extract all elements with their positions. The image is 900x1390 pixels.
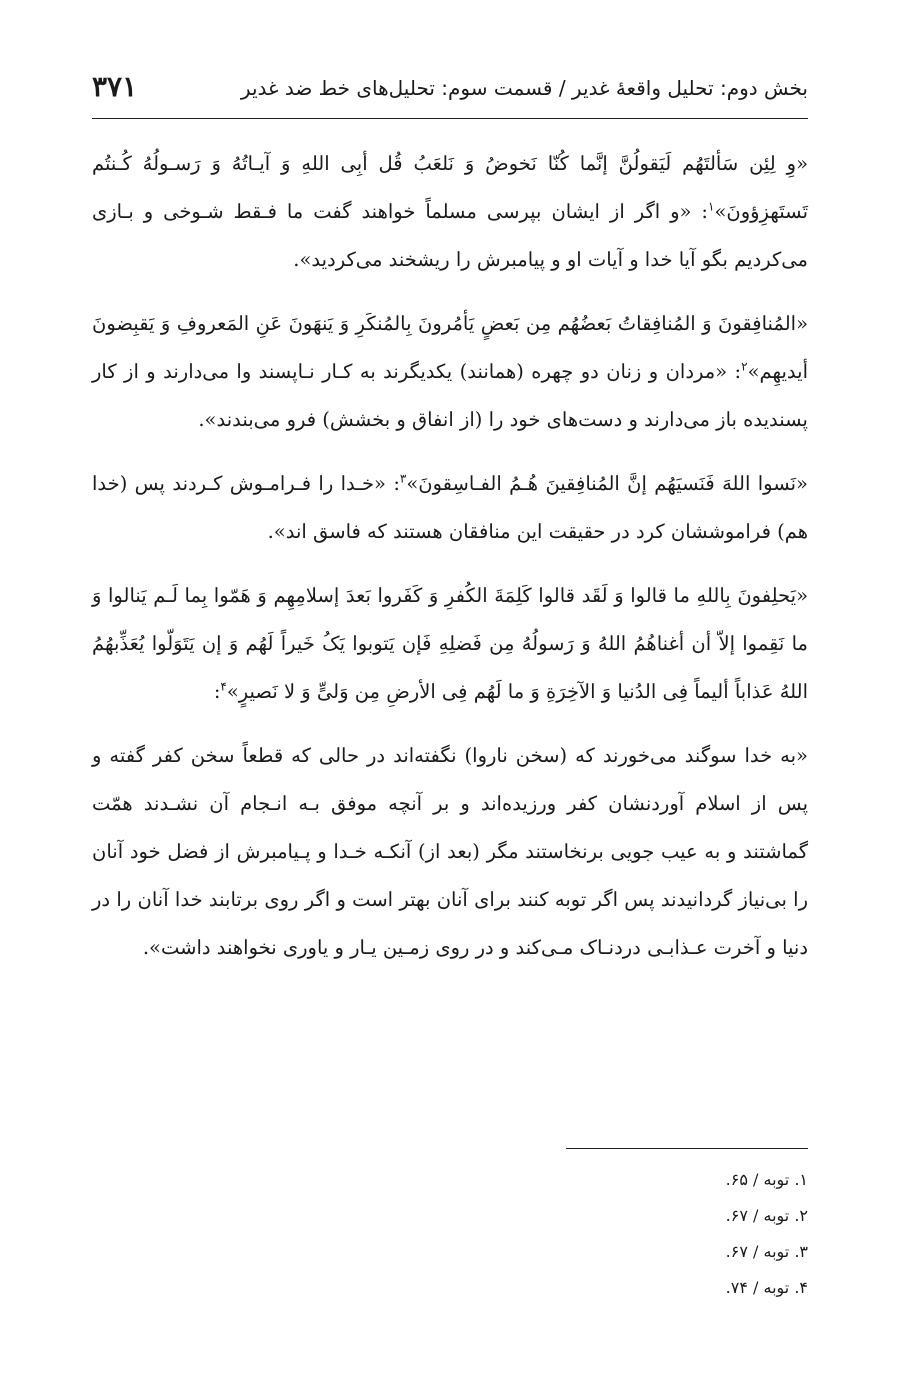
- paragraph-5: [92, 732, 808, 972]
- footnote-4: ۴. توبه / ۷۴.: [725, 1278, 808, 1297]
- quran-verse-4: «یَحلِفونَ بِاللهِ ما قالوا وَ لَقَد قالوا کَلِمَةَ الکُفرِ وَ کَفَروا بَعدَ إسلامِهِم وَ هَمّوا بِما لَـم یَنالوا وَ ما نَقِموا إلاّ أن أغناهُمُ اللهُ وَ رَسولُهُ مِن فَضلِهِ فَإن یَتوبوا یَکُ خَیراً لَهُم وَ إن یَتَوَلّوا یُعَذِّبهُمُ اللهُ عَذاباً ألیماً فِی الدُنیا وَ الآخِرَةِ وَ ما لَهُم فِی الأرضِ مِن وَلیٍّ وَ لا نَصیرٍ»: [92, 584, 808, 703]
- footnote-3: ۳. توبه / ۶۷.: [725, 1242, 808, 1261]
- paragraph-3: [92, 460, 808, 556]
- footnote-ref-2: ۲: [741, 359, 748, 374]
- main-text: [92, 140, 808, 988]
- quran-verse-2: «المُنافِقونَ وَ المُنافِقاتُ بَعضُهُم مِن بَعضٍ یَأمُرونَ بِالمُنکَرِ وَ یَنهَونَ عَنِ المَعروفِ وَ یَقبِضونَ أیدیهِم»: [92, 312, 808, 383]
- footnote-rule: [566, 1148, 808, 1149]
- quran-verse-3: «نَسوا اللهَ فَنَسیَهُم إنَّ المُنافِقینَ هُـمُ الفـاسِقونَ»: [406, 472, 808, 495]
- running-header: [92, 70, 808, 110]
- footnote-2: ۲. توبه / ۶۷.: [725, 1206, 808, 1225]
- translation-2: : «مردان و زنان دو چهره (همانند) یکدیگرند به کـار نـاپسند وا می‌دارند و از کار پسندیده باز می‌دارند و دست‌های خود را (از انفاق و بخشش) فرو می‌بندند».: [92, 360, 808, 431]
- footnotes: [508, 1162, 808, 1306]
- footnote-ref-1: ۱: [708, 199, 715, 214]
- verse-4-colon: :: [213, 680, 221, 703]
- header-title: بخش دوم: تحلیل واقعهٔ غدیر / قسمت سوم: تحلیل‌های خط ضد غدیر: [240, 76, 808, 100]
- header-rule: [92, 118, 808, 119]
- translation-3: : «خـدا را فـرامـوش کـردند پس (خدا هم) فراموششان کرد در حقیقت این منافقان هستند که فاسق اند».: [92, 472, 808, 543]
- footnote-ref-4: ۴: [220, 679, 227, 694]
- quran-verse-1: «وِ لِئِن سَألتَهُم لَیَقولُنَّ إنَّما کُنّا نَخوضُ وَ نَلعَبُ قُل أبِی اللهِ وَ آیـاتُهُ وَ رَسـولُهُ کُـنتُم تَستَهزِؤونَ»: [92, 152, 808, 223]
- paragraph-1: [92, 140, 808, 284]
- translation-1: : «و اگر از ایشان بپرسی مسلماً خواهند گفت ما فـقط شـوخی و بـازی می‌کردیم بگو آیا خدا و آیات او و پیامبرش را ریشخند می‌کردید».: [92, 200, 808, 271]
- paragraph-2: [92, 300, 808, 444]
- translation-4: «به خدا سوگند می‌خورند که (سخن ناروا) نگفته‌اند در حالی که قطعاً سخن کفر گفته و پس از اسلام آوردنشان کفر ورزیده‌اند و بر آنچه موفق بـه انـجام آن نشـدند همّت گماشتند و به عیب جویی برنخاستند مگر (بعد از) آنکـه خـدا و پـیامبرش از فضل خود آنان را بی‌نیاز گردانیدند پس اگر توبه کنند برای آنان بهتر است و اگر روی برتابند خدا آنان را در دنیا و آخرت عـذابـی دردنـاک مـی‌کند و در روی زمـین یـار و یاوری نخواهند داشت».: [92, 744, 808, 959]
- footnote-1: ۱. توبه / ۶۵.: [725, 1170, 808, 1189]
- footnote-ref-3: ۳: [399, 471, 407, 486]
- paragraph-4: [92, 572, 808, 716]
- page-number: ۳۷۱: [92, 70, 138, 103]
